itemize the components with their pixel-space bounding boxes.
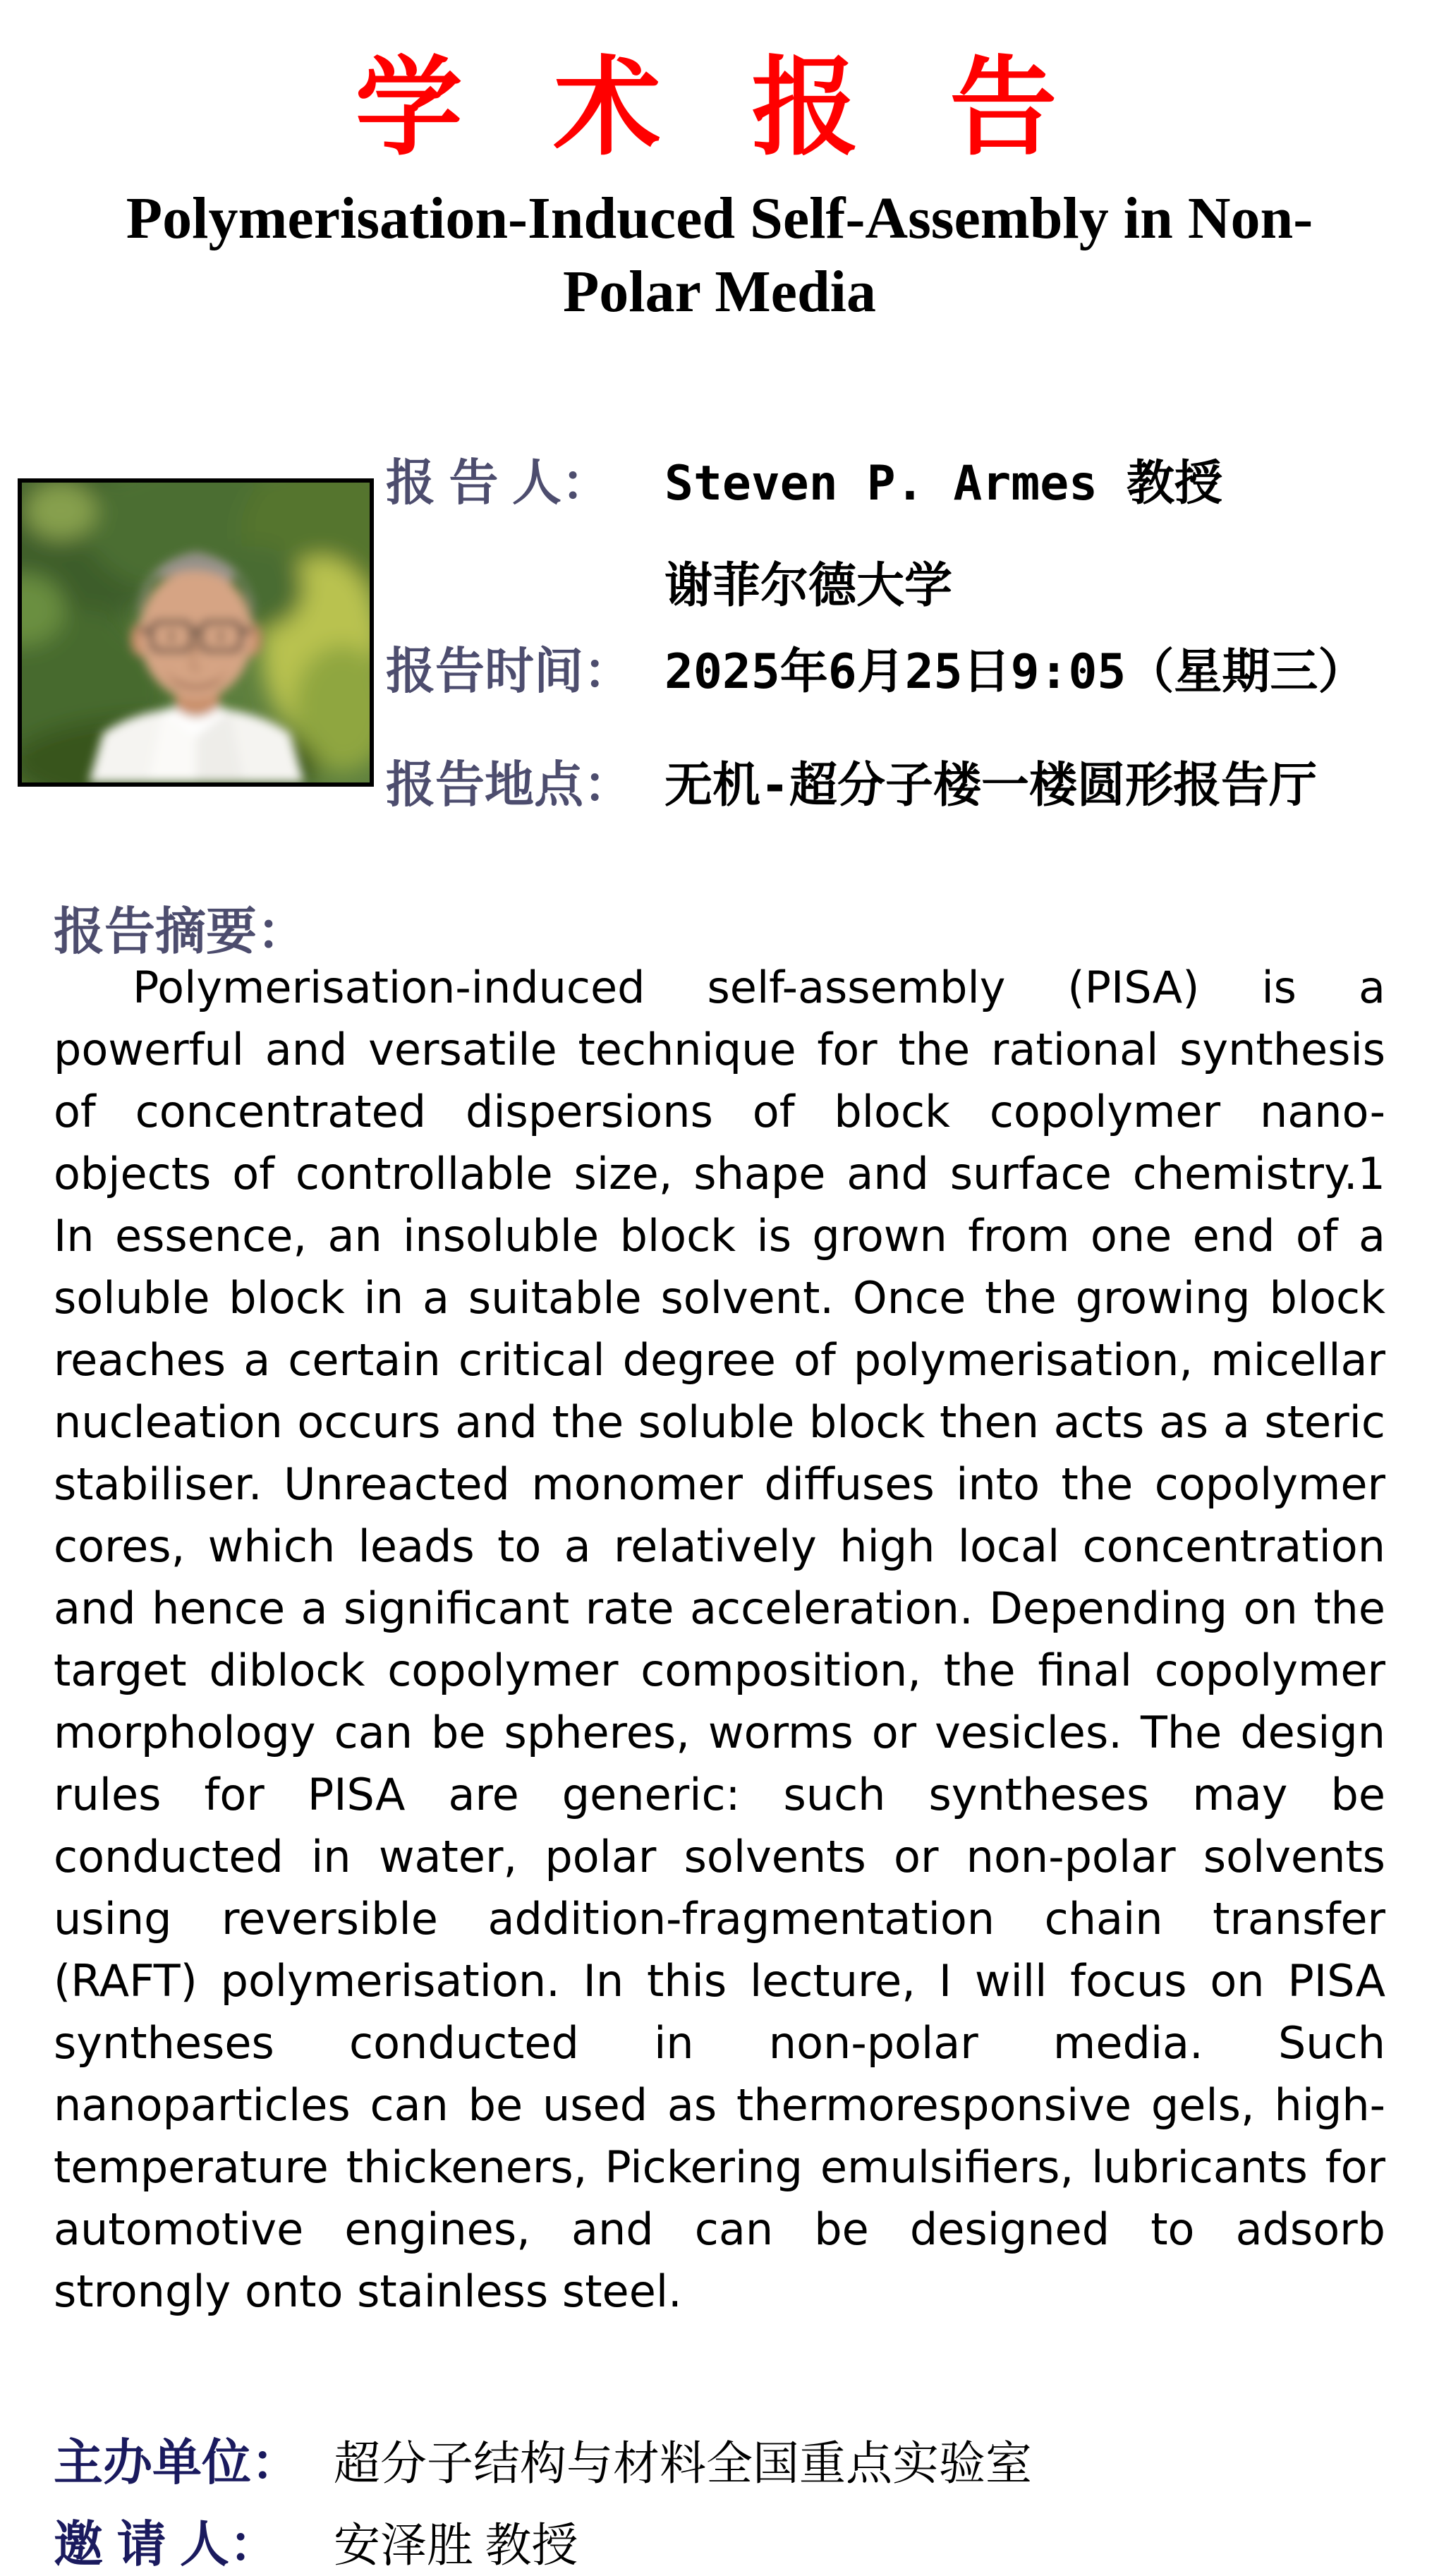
inviter-label: 邀 请 人： <box>54 2517 279 2572</box>
speaker-portrait-illustration <box>22 483 370 782</box>
lecture-title <box>21 182 1418 329</box>
host-unit-label: 主办单位： <box>54 2435 300 2490</box>
lecture-time-value: 2025年6月25日9:05（星期三） <box>664 644 1366 700</box>
lecture-venue-label: 报告地点： <box>386 757 633 812</box>
inviter-value: 安泽胜 教授 <box>334 2520 578 2572</box>
banner-title: 学 术 报 告 <box>355 44 1084 170</box>
lecture-title-line2: Polar Media <box>562 259 877 325</box>
abstract-heading: 报告摘要： <box>54 904 308 960</box>
speaker-photo <box>18 478 374 787</box>
abstract-body: Polymerisation-induced self-assembly (PISA) is a powerful and versatile technique for the rational synthesis of concentrated dispersions of block copolymer nano-objects of controllable size, shape and surface chemistry.1 In essence, an insoluble block is grown from one end of a soluble block in a suitable solvent. Once the growing block reaches a certain critical degree of polymerisation, micellar nucleation occurs and the soluble block then acts as a steric stabiliser. Unreacted monomer diffuses into the copolymer cores, which leads to a relatively high local concentration and hence a significant rate acceleration. Depending on the target diblock copolymer composition, the final copolymer morphology can be spheres, worms or vesicles. The design rules for PISA are generic: such syntheses may be conducted in water, polar solvents or non-polar solvents using reversible addition-fragmentation chain transfer (RAFT) polymerisation. In this lecture, I will focus on PISA syntheses conducted in non-polar media. Such nanoparticles can be used as thermoresponsive gels, high-temperature thickeners, Pickering emulsifiers, lubricants for automotive engines, and can be designed to adsorb strongly onto stainless steel. <box>54 962 1385 2317</box>
speaker-name-value: Steven P. Armes 教授 <box>664 456 1223 512</box>
lecture-venue-value: 无机-超分子楼一楼圆形报告厅 <box>664 758 1317 814</box>
host-unit-value: 超分子结构与材料全国重点实验室 <box>334 2438 1032 2490</box>
lecture-time-label: 报告时间： <box>386 643 633 699</box>
speaker-name-label: 报 告 人： <box>386 455 611 510</box>
lecture-title-line1: Polymerisation-Induced Self-Assembly in Non- <box>126 186 1313 251</box>
speaker-affiliation: 谢菲尔德大学 <box>664 558 953 614</box>
